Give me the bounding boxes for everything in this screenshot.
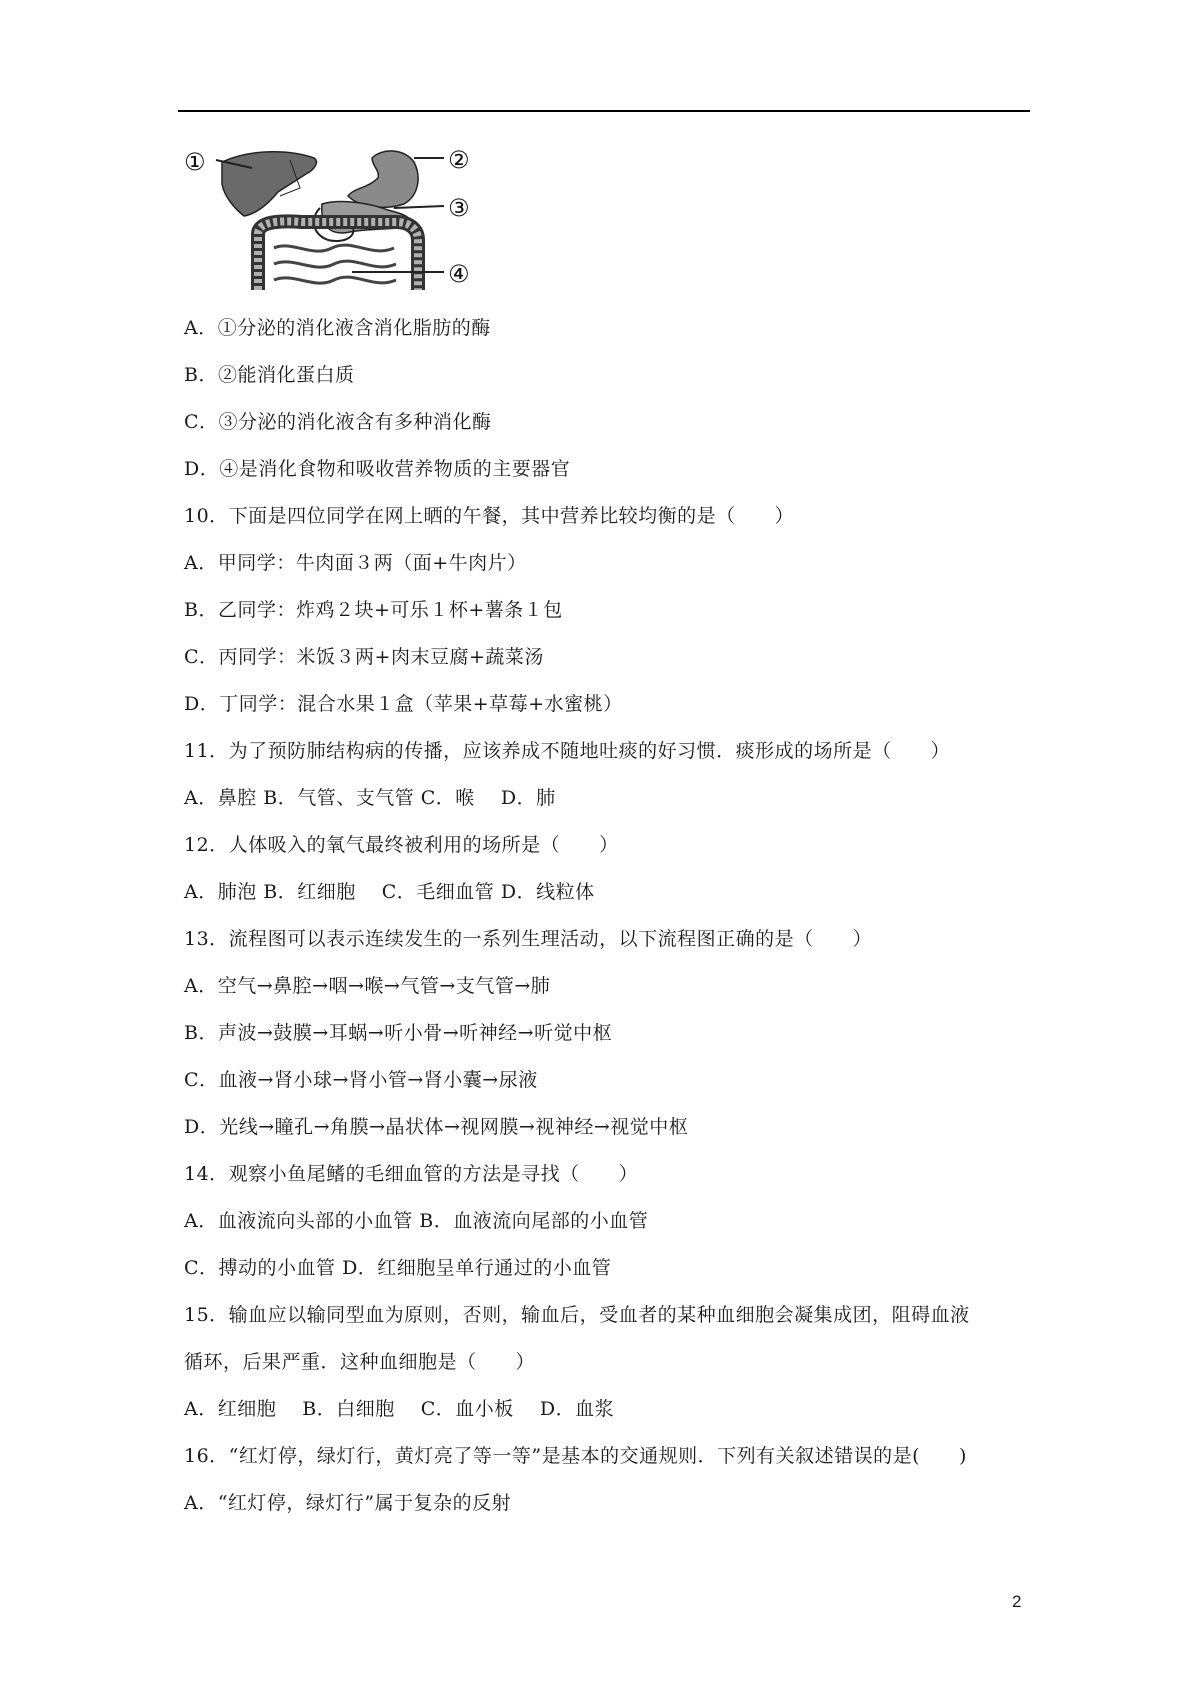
figure-label-2: ② bbox=[448, 148, 470, 174]
option-line: A．甲同学：牛肉面３两（面+牛肉片） bbox=[184, 552, 527, 574]
question-line: 15．输血应以输同型血为原则，否则，输血后，受血者的某种血细胞会凝集成团，阻碍血液 bbox=[184, 1304, 970, 1326]
figure-label-4: ④ bbox=[448, 260, 470, 288]
option-line: D．光线→瞳孔→角膜→晶状体→视网膜→视神经→视觉中枢 bbox=[184, 1116, 689, 1138]
option-line: D．丁同学：混合水果１盒（苹果+草莓+水蜜桃） bbox=[184, 693, 623, 715]
option-line: B．②能消化蛋白质 bbox=[184, 364, 355, 386]
option-line: C．血液→肾小球→肾小管→肾小囊→尿液 bbox=[184, 1069, 538, 1091]
stomach-shape bbox=[348, 151, 418, 207]
option-line: C．丙同学：米饭３两+肉末豆腐+蔬菜汤 bbox=[184, 646, 544, 668]
option-line: A．肺泡 B．红细胞 C．毛细血管 D．线粒体 bbox=[184, 881, 595, 903]
option-line: A．血液流向头部的小血管 B．血液流向尾部的小血管 bbox=[184, 1210, 649, 1232]
figure-label-1: ① bbox=[184, 148, 206, 176]
question-line: 11．为了预防肺结构病的传播，应该养成不随地吐痰的好习惯．痰形成的场所是（ ） bbox=[184, 740, 951, 762]
header-rule bbox=[178, 110, 1030, 112]
option-line: A．鼻腔 B．气管、支气管 C．喉 D．肺 bbox=[184, 787, 556, 809]
option-line: D．④是消化食物和吸收营养物质的主要器官 bbox=[184, 458, 571, 480]
option-line: C．③分泌的消化液含有多种消化酶 bbox=[184, 411, 492, 433]
question-line: 13．流程图可以表示连续发生的一系列生理活动，以下流程图正确的是（ ） bbox=[184, 928, 873, 950]
option-line: B．乙同学：炸鸡２块+可乐１杯+薯条１包 bbox=[184, 599, 563, 621]
figure-label-3: ③ bbox=[448, 194, 470, 222]
small-intestine-shape bbox=[274, 245, 396, 283]
option-line: C．搏动的小血管 D．红细胞呈单行通过的小血管 bbox=[184, 1257, 612, 1279]
option-line: A．“红灯停，绿灯行”属于复杂的反射 bbox=[184, 1492, 512, 1514]
option-line: B．声波→鼓膜→耳蜗→听小骨→听神经→听觉中枢 bbox=[184, 1022, 613, 1044]
digestive-system-figure bbox=[182, 148, 512, 306]
question-line: 12．人体吸入的氧气最终被利用的场所是（ ） bbox=[184, 834, 619, 856]
option-line: A．空气→鼻腔→咽→喉→气管→支气管→肺 bbox=[184, 975, 551, 997]
page-number: 2 bbox=[1012, 1592, 1022, 1611]
question-line: 循环，后果严重．这种血细胞是（ ） bbox=[184, 1351, 536, 1373]
question-line: 10．下面是四位同学在网上晒的午餐，其中营养比较均衡的是（ ） bbox=[184, 505, 795, 527]
question-line: 14．观察小鱼尾鳍的毛细血管的方法是寻找（ ） bbox=[184, 1163, 639, 1185]
question-line: 16．“红灯停，绿灯行，黄灯亮了等一等”是基本的交通规则．下列有关叙述错误的是( ) bbox=[184, 1445, 967, 1467]
option-line: A．①分泌的消化液含消化脂肪的酶 bbox=[184, 317, 491, 339]
option-line: A．红细胞 B．白细胞 C．血小板 D．血浆 bbox=[184, 1398, 615, 1420]
liver-shape bbox=[222, 152, 316, 216]
